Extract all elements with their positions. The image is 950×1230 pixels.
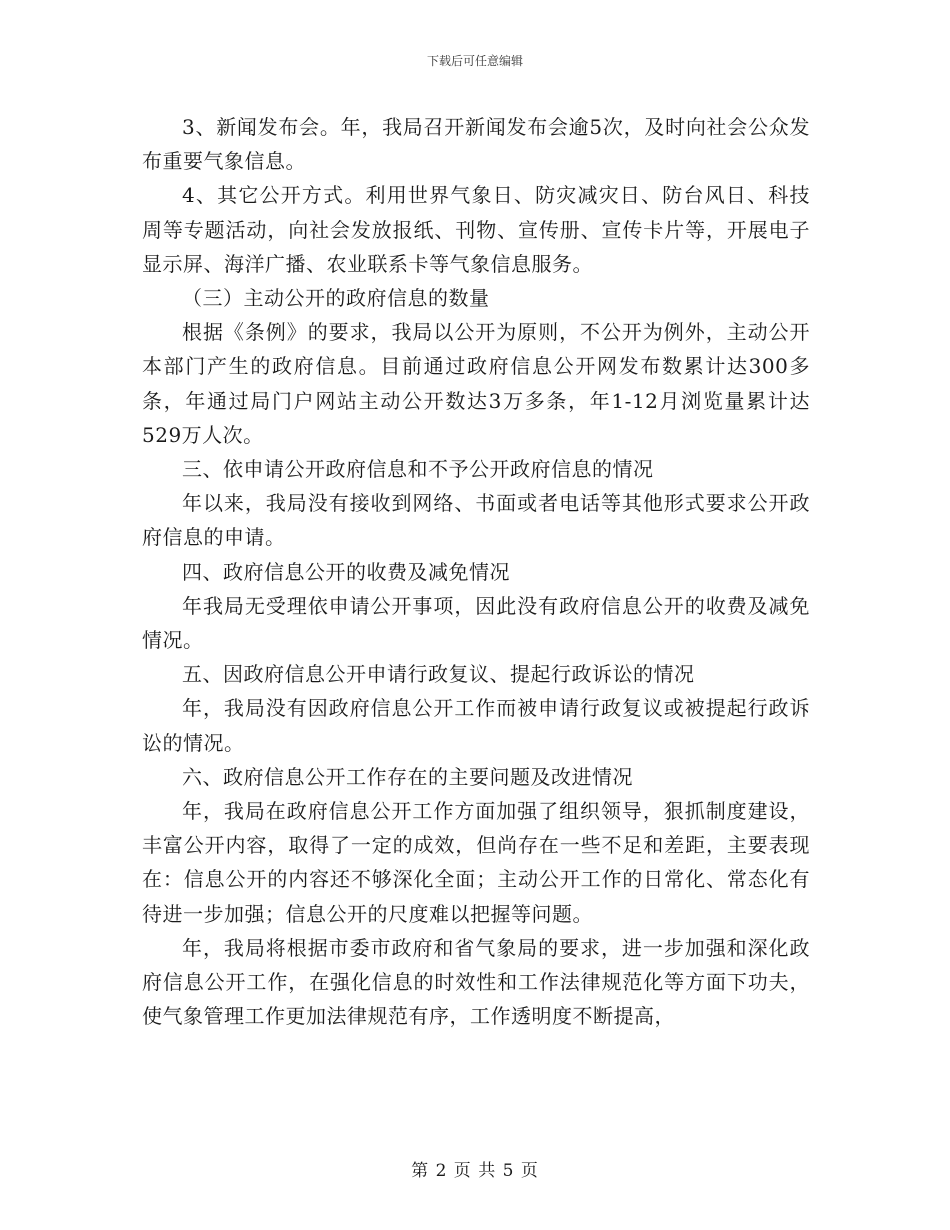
paragraph-other-methods: 4、其它公开方式。利用世界气象日、防灾减灾日、防台风日、科技周等专题活动，向社会发放报纸、刊物、宣传册、宣传卡片等，开展电子显示屏、海洋广播、农业联系卡等气象信息服务。 [142, 183, 810, 276]
heading-section-six: 六、政府信息公开工作存在的主要问题及改进情况 [182, 764, 633, 789]
paragraph-disclosure-count: 根据《条例》的要求，我局以公开为原则，不公开为例外，主动公开本部门产生的政府信息。目前通过政府信息公开网发布数累计达300多条，年通过局门户网站主动公开数达3万多条，年1-12月浏览量累计达529万人次。 [142, 320, 810, 447]
heading-section-three: 三、依申请公开政府信息和不予公开政府信息的情况 [182, 457, 654, 482]
subheading-disclosure-count: （三）主动公开的政府信息的数量 [182, 286, 490, 311]
document-body [142, 110, 810, 1033]
paragraph-section-four: 年我局无受理依申请公开事项，因此没有政府信息公开的收费及减免情况。 [142, 593, 810, 653]
paragraph-section-three: 年以来，我局没有接收到网络、书面或者电话等其他形式要求公开政府信息的申请。 [142, 491, 810, 550]
paragraph-section-five: 年，我局没有因政府信息公开工作而被申请行政复议或被提起行政诉讼的情况。 [142, 696, 810, 755]
heading-section-five: 五、因政府信息公开申请行政复议、提起行政诉讼的情况 [182, 662, 695, 687]
heading-section-four: 四、政府信息公开的收费及减免情况 [182, 559, 510, 584]
page-number-footer: 第 2 页 共 5 页 [411, 1161, 539, 1181]
paragraph-section-six-improvements: 年，我局将根据市委市政府和省气象局的要求，进一步加强和深化政府信息公开工作，在强化信息的时效性和工作法律规范化等方面下功夫，使气象管理工作更加法律规范有序，工作透明度不断提高， [142, 935, 810, 1029]
paragraph-section-six-problems: 年，我局在政府信息公开工作方面加强了组织领导，狠抓制度建设，丰富公开内容，取得了一定的成效，但尚存在一些不足和差距，主要表现在：信息公开的内容还不够深化全面；主动公开工作的日常化、常态化有待进一步加强；信息公开的尺度难以把握等问题。 [142, 799, 810, 926]
paragraph-press-conference: 3、新闻发布会。年，我局召开新闻发布会逾5次，及时向社会公众发布重要气象信息。 [142, 115, 810, 174]
page-header: 下载后可任意编辑 [426, 54, 523, 68]
